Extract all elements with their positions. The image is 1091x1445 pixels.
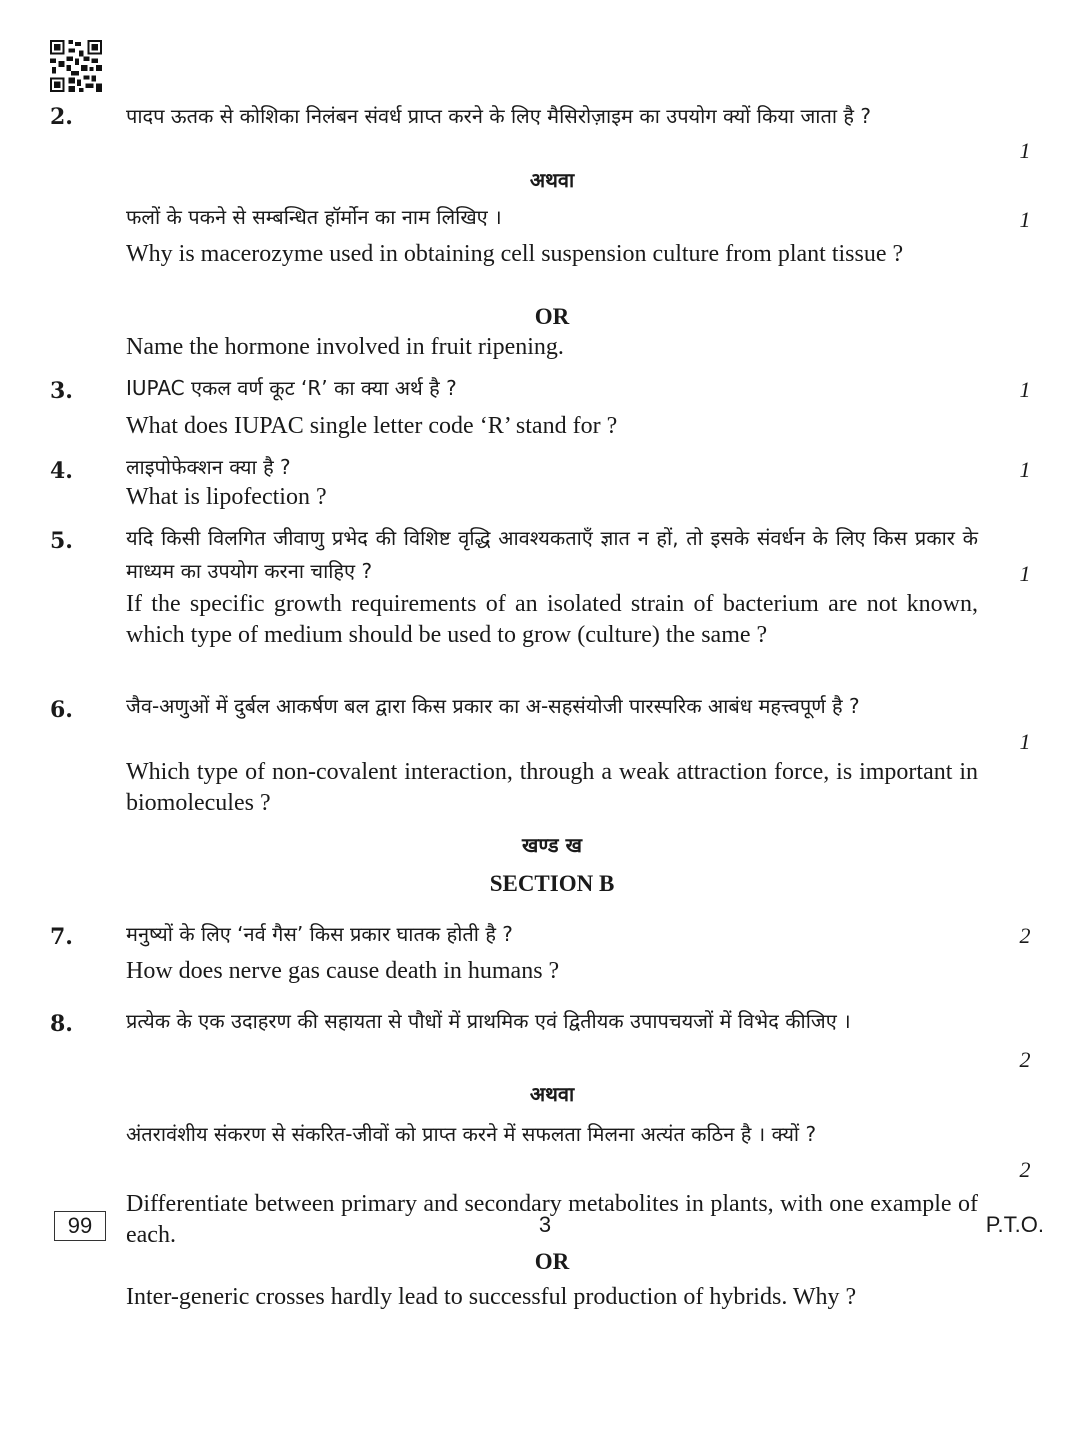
question-2-hindi-alt: फलों के पकने से सम्बन्धित हॉर्मोन का नाम लिखिए । — [126, 205, 502, 229]
question-8-marks: 2 — [1019, 1047, 1031, 1072]
question-4-marks: 1 — [1019, 457, 1031, 482]
question-2-english-alt: Name the hormone involved in fruit ripening. — [126, 334, 564, 360]
question-2-english: Why is macerozyme used in obtaining cell suspension culture from plant tissue ? — [126, 241, 904, 267]
paper-code-box: 99 — [54, 1211, 106, 1241]
question-7-marks: 2 — [1019, 923, 1031, 948]
question-4-english: What is lipofection ? — [126, 484, 327, 510]
question-5-english: If the specific growth requirements of an isolated strain of bacterium are not known, which type of medium should be used to grow (culture) the same ? — [126, 591, 978, 648]
question-number-6: 6. — [50, 697, 73, 723]
question-2-marks-alt: 1 — [1019, 207, 1031, 232]
question-number-5: 5. — [50, 528, 73, 554]
question-6-english: Which type of non-covalent interaction, through a weak attraction force, is important in biomolecules ? — [126, 759, 978, 816]
question-8-or: OR — [534, 1249, 570, 1274]
question-3-hindi: IUPAC एकल वर्ण कूट ‘R’ का क्या अर्थ है ? — [126, 376, 457, 400]
question-2-marks: 1 — [1019, 138, 1031, 163]
question-2-or: OR — [534, 304, 570, 329]
question-number-7: 7. — [50, 924, 73, 950]
section-heading-hindi: खण्ड ख — [522, 833, 582, 857]
question-8-english-alt: Inter-generic crosses hardly lead to successful production of hybrids. Why ? — [126, 1284, 857, 1310]
question-number-4: 4. — [50, 458, 73, 484]
question-2-or-hindi: अथवा — [529, 168, 575, 192]
question-8-hindi: प्रत्येक के एक उदाहरण की सहायता से पौधों में प्राथमिक एवं द्वितीयक उपापचयजों में विभेद कीजिए । — [126, 1009, 851, 1033]
question-3-english: What does IUPAC single letter code ‘R’ stand for ? — [126, 413, 618, 439]
question-2-hindi: पादप ऊतक से कोशिका निलंबन संवर्ध प्राप्त करने के लिए मैसिरोज़ाइम का उपयोग क्यों किया जाता है ? — [126, 104, 872, 128]
qr-code-icon — [50, 40, 102, 92]
question-number-8: 8. — [50, 1011, 73, 1037]
question-7-hindi: मनुष्यों के लिए ‘नर्व गैस’ किस प्रकार घातक होती है ? — [126, 922, 513, 946]
question-7-english: How does nerve gas cause death in humans ? — [126, 958, 560, 984]
page-number: 3 — [538, 1212, 552, 1237]
question-number-3: 3. — [50, 378, 73, 404]
question-8-or-hindi: अथवा — [529, 1082, 575, 1106]
question-6-marks: 1 — [1019, 729, 1031, 754]
question-5-hindi: यदि किसी विलगित जीवाणु प्रभेद की विशिष्ट वृद्धि आवश्यकताएँ ज्ञात न हों, तो इसके संवर्धन के लिए किस प्रकार के माध्यम का उपयोग करना चाहिए ? — [126, 526, 978, 583]
question-5-marks: 1 — [1019, 561, 1031, 586]
question-6-hindi: जैव-अणुओं में दुर्बल आकर्षण बल द्वारा किस प्रकार का अ-सहसंयोजी पारस्परिक आबंध महत्त्वपूर्ण है ? — [126, 694, 860, 718]
pto-label: P.T.O. — [985, 1212, 1044, 1237]
question-8-hindi-alt: अंतरावंशीय संकरण से संकरित-जीवों को प्राप्त करने में सफलता मिलना अत्यंत कठिन है । क्यों ? — [126, 1122, 817, 1146]
question-8-english: Differentiate between primary and secondary metabolites in plants, with one example of each. — [126, 1191, 978, 1248]
section-heading-english: SECTION B — [489, 871, 615, 896]
question-number-2: 2. — [50, 104, 73, 130]
question-3-marks: 1 — [1019, 377, 1031, 402]
question-4-hindi: लाइपोफेक्शन क्या है ? — [126, 455, 291, 479]
question-8-marks-alt: 2 — [1019, 1157, 1031, 1182]
